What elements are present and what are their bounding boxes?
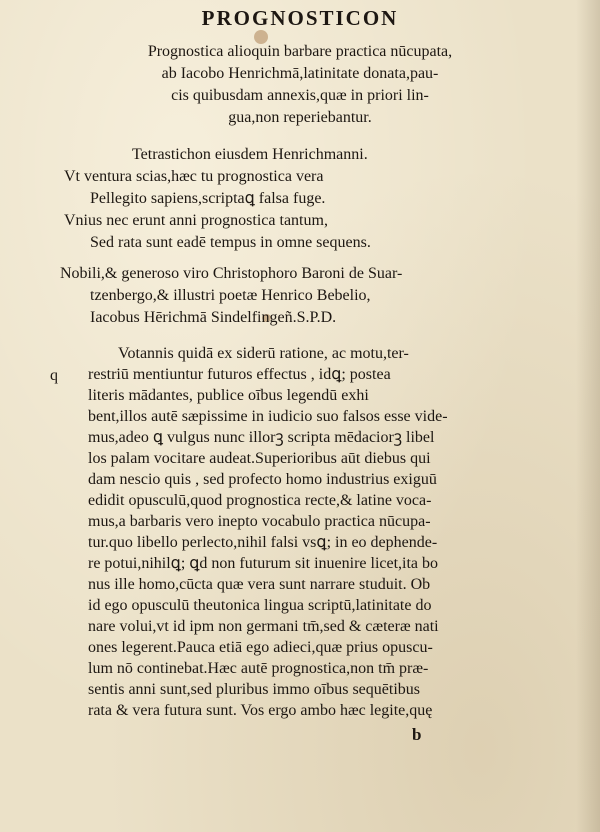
verse-line: Vnius nec erunt anni prognostica tantum, bbox=[64, 212, 328, 229]
body-line: nus ille homo,cūcta quæ vera sunt narrare studuit. Ob bbox=[88, 576, 431, 593]
body-line: id ego opusculū theutonica lingua scriptū,latinitate do bbox=[88, 597, 432, 614]
body-line: mus,adeo ꝗ vulgus nunc illorꝫ scripta mēdaciorꝫ libel bbox=[88, 429, 435, 446]
dedication-line: Nobili,& generoso viro Christophoro Baroni de Suar- bbox=[60, 265, 403, 282]
tetrastich-heading: Tetrastichon eiusdem Henrichmanni. bbox=[132, 146, 368, 163]
dedication-line: tzenbergo,& illustri poetæ Henrico Bebelio, bbox=[90, 287, 371, 304]
body-line: sentis anni sunt,sed pluribus immo oībus sequētibus bbox=[88, 681, 420, 698]
running-title: PROGNOSTICON bbox=[201, 6, 399, 30]
body-line: ones legerent.Pauca etiā ego adieci,quæ prius opuscu- bbox=[88, 639, 433, 656]
body-line: edidit opusculū,quod prognostica recte,& latine voca- bbox=[88, 492, 432, 509]
paper-stain bbox=[254, 30, 268, 44]
intro-line: gua,non reperiebantur. bbox=[228, 109, 372, 126]
body-line: re potui,nihilꝗ; ꝗd non futurum sit inuenire licet,ita bo bbox=[88, 555, 439, 572]
body-line: Votannis quidā ex siderū ratione, ac motu,ter- bbox=[118, 345, 409, 362]
intro-line: ab Iacobo Henrichmā,latinitate donata,pau- bbox=[161, 65, 439, 82]
body-line: mus,a barbaris vero inepto vocabulo practica nūcupa- bbox=[88, 513, 431, 530]
body-line: los palam vocitare audeat.Superioribus aūt diebus qui bbox=[88, 450, 431, 467]
body-line: lum nō continebat.Hæc autē prognostica,non tm̄ præ- bbox=[88, 660, 429, 677]
page-edge-shadow bbox=[576, 0, 600, 832]
verse-line: Pellegito sapiens,scriptaꝗ falsa fuge. bbox=[90, 190, 326, 207]
body-line: dam nescio quis , sed profecto homo industrius exiguū bbox=[88, 471, 437, 488]
body-line: nare volui,vt id ipm non germani tm̄,sed & cæteræ nati bbox=[88, 618, 439, 635]
body-line: rata & vera futura sunt. Vos ergo ambo hæc legite,quę bbox=[88, 702, 433, 719]
verse-line: Vt ventura scias,hæc tu prognostica vera bbox=[64, 168, 324, 185]
initial-guide-letter: q bbox=[50, 367, 58, 384]
body-line: tur.quo libello perlecto,nihil falsi vsꝗ; in eo dephende- bbox=[88, 534, 438, 551]
body-line: restriū mentiuntur futuros effectus , idꝗ; postea bbox=[88, 366, 391, 383]
intro-line: Prognostica alioquin barbare practica nūcupata, bbox=[147, 43, 453, 60]
intro-line: cis quibusdam annexis,quæ in priori lin- bbox=[171, 87, 429, 104]
body-line: bent,illos autē sæpissime in iudicio suo falsos esse vide- bbox=[88, 408, 448, 425]
verse-line: Sed rata sunt eadē tempus in omne sequens. bbox=[90, 234, 371, 251]
dedication-line: Iacobus Hērichmā Sindelfingeñ.S.P.D. bbox=[90, 309, 337, 326]
body-line: literis mādantes, publice oībus legendū exhi bbox=[88, 387, 369, 404]
signature-mark: b bbox=[412, 725, 422, 744]
